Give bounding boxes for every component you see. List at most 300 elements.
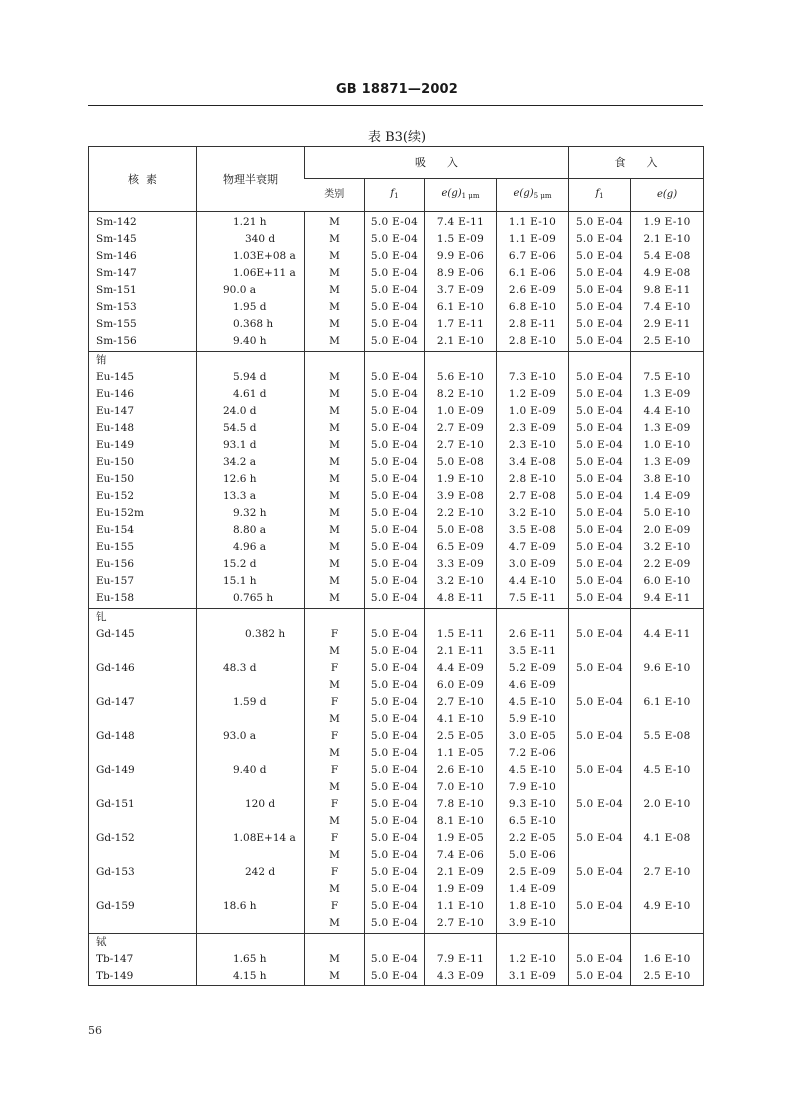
cell-f1-inhalation: 5.0 E-04 [365,299,425,316]
table-row [89,626,704,643]
cell-category: M [305,522,365,539]
cell-eg-1um: 4.3 E-09 [425,968,497,986]
table-caption: 表 B3(续) [367,130,427,145]
cell-eg-ingestion [631,643,704,660]
cell-eg-5um: 7.5 E-11 [497,590,569,609]
cell-nuclide [89,881,197,898]
cell-eg-ingestion: 7.4 E-10 [631,299,704,316]
cell-category: M [305,779,365,796]
cell-nuclide [89,643,197,660]
table-row [89,231,704,248]
cell-eg-5um: 1.4 E-09 [497,881,569,898]
cell-f1-inhalation: 5.0 E-04 [365,471,425,488]
cell-nuclide: Sm-151 [96,284,137,296]
cell-f1-inhalation: 5.0 E-04 [365,505,425,522]
cell-eg-ingestion: 9.4 E-11 [631,590,704,609]
table-row [89,779,704,796]
table-row [89,282,704,299]
cell-category: M [305,590,365,609]
cell-f1-ingestion: 5.0 E-04 [569,282,631,299]
cell-eg-ingestion: 6.1 E-10 [631,694,704,711]
table-row [89,505,704,522]
cell-category: M [305,711,365,728]
cell-nuclide: Tb-147 [96,953,134,965]
empty-cell [425,609,497,627]
cell-category: F [305,796,365,813]
col-header-eg-5um [497,179,569,212]
eg-subscript: 5 μm [533,192,552,200]
cell-eg-ingestion: 5.4 E-08 [631,248,704,265]
cell-half-life: 1.03E+08 a [197,248,305,265]
cell-f1-inhalation: 5.0 E-04 [365,864,425,881]
cell-eg-1um: 3.3 E-09 [425,556,497,573]
table-row [89,643,704,660]
cell-eg-5um: 5.2 E-09 [497,660,569,677]
cell-eg-ingestion [631,813,704,830]
cell-half-life: 0.382 h [197,626,305,643]
cell-f1-inhalation: 5.0 E-04 [365,779,425,796]
cell-eg-1um: 6.5 E-09 [425,539,497,556]
cell-eg-5um: 3.1 E-09 [497,968,569,986]
cell-f1-inhalation: 5.0 E-04 [365,968,425,986]
cell-f1-inhalation: 5.0 E-04 [365,694,425,711]
cell-eg-1um: 8.2 E-10 [425,386,497,403]
cell-eg-ingestion: 2.7 E-10 [631,864,704,881]
cell-nuclide [89,711,197,728]
empty-cell [305,934,365,952]
table-row [89,711,704,728]
cell-nuclide [89,779,197,796]
cell-f1-ingestion [569,677,631,694]
cell-eg-1um: 9.9 E-06 [425,248,497,265]
empty-cell [365,352,425,370]
document-header: GB 18871—2002 [335,82,459,97]
cell-eg-1um: 8.1 E-10 [425,813,497,830]
cell-eg-1um: 1.5 E-11 [425,626,497,643]
cell-half-life: 48.3 d [197,660,305,677]
cell-f1-inhalation: 5.0 E-04 [365,796,425,813]
header-row-1 [89,147,704,179]
cell-half-life: 9.40 h [197,333,305,352]
cell-f1-inhalation: 5.0 E-04 [365,316,425,333]
cell-eg-ingestion: 2.5 E-10 [631,968,704,986]
cell-eg-1um: 4.1 E-10 [425,711,497,728]
cell-nuclide: Gd-149 [96,764,135,776]
table-row [89,556,704,573]
empty-cell [197,934,305,952]
cell-f1-ingestion [569,813,631,830]
cell-f1-ingestion: 5.0 E-04 [569,968,631,986]
cell-f1-inhalation: 5.0 E-04 [365,762,425,779]
cell-half-life [197,847,305,864]
cell-nuclide: Gd-146 [96,662,135,674]
cell-nuclide [89,813,197,830]
empty-cell [631,609,704,627]
cell-half-life [197,711,305,728]
cell-f1-inhalation: 5.0 E-04 [365,590,425,609]
cell-eg-5um: 1.1 E-10 [497,212,569,232]
table-row [89,248,704,265]
cell-eg-5um: 3.4 E-08 [497,454,569,471]
cell-eg-1um: 1.1 E-10 [425,898,497,915]
cell-eg-1um: 3.7 E-09 [425,282,497,299]
cell-nuclide: Eu-152m [96,507,144,519]
cell-eg-ingestion [631,677,704,694]
cell-nuclide: Eu-148 [96,422,135,434]
cell-eg-1um: 2.1 E-11 [425,643,497,660]
cell-eg-ingestion: 3.8 E-10 [631,471,704,488]
cell-f1-ingestion: 5.0 E-04 [569,386,631,403]
cell-eg-5um: 3.2 E-10 [497,505,569,522]
cell-f1-inhalation: 5.0 E-04 [365,915,425,934]
empty-cell [497,352,569,370]
cell-eg-ingestion: 2.9 E-11 [631,316,704,333]
table-row [89,745,704,762]
cell-category: M [305,643,365,660]
cell-f1-ingestion: 5.0 E-04 [569,316,631,333]
cell-category: M [305,316,365,333]
cell-half-life: 242 d [197,864,305,881]
cell-eg-ingestion: 4.4 E-10 [631,403,704,420]
cell-category: F [305,762,365,779]
cell-nuclide: Eu-146 [96,388,135,400]
cell-half-life [197,915,305,934]
cell-category: M [305,333,365,352]
cell-half-life: 1.95 d [197,299,305,316]
cell-half-life: 5.94 d [197,369,305,386]
table-row [89,316,704,333]
cell-half-life: 15.2 d [197,556,305,573]
table-row [89,847,704,864]
cell-f1-ingestion: 5.0 E-04 [569,212,631,232]
cell-category: M [305,231,365,248]
cell-eg-ingestion: 1.3 E-09 [631,420,704,437]
cell-eg-5um: 1.2 E-10 [497,951,569,968]
cell-f1-ingestion: 5.0 E-04 [569,265,631,282]
cell-f1-ingestion: 5.0 E-04 [569,660,631,677]
cell-eg-ingestion: 2.5 E-10 [631,333,704,352]
table-row [89,694,704,711]
cell-half-life: 93.0 a [197,728,305,745]
cell-f1-inhalation: 5.0 E-04 [365,847,425,864]
cell-f1-ingestion: 5.0 E-04 [569,898,631,915]
cell-category: M [305,471,365,488]
cell-f1-inhalation: 5.0 E-04 [365,898,425,915]
cell-category: M [305,847,365,864]
cell-eg-ingestion [631,915,704,934]
cell-category: M [305,677,365,694]
cell-f1-ingestion: 5.0 E-04 [569,505,631,522]
cell-nuclide: Gd-153 [96,866,135,878]
cell-category: F [305,898,365,915]
cell-eg-5um: 3.9 E-10 [497,915,569,934]
table-row [89,898,704,915]
cell-eg-1um: 5.0 E-08 [425,454,497,471]
cell-eg-ingestion: 4.4 E-11 [631,626,704,643]
cell-f1-ingestion: 5.0 E-04 [569,590,631,609]
table-row [89,299,704,316]
cell-half-life: 54.5 d [197,420,305,437]
element-group-row [89,609,704,627]
cell-category: M [305,556,365,573]
cell-f1-inhalation: 5.0 E-04 [365,522,425,539]
cell-eg-1um: 5.6 E-10 [425,369,497,386]
cell-f1-inhalation: 5.0 E-04 [365,556,425,573]
cell-eg-ingestion [631,745,704,762]
col-header-ingestion: 食 入 [569,147,704,179]
cell-eg-ingestion [631,847,704,864]
cell-f1-ingestion: 5.0 E-04 [569,299,631,316]
cell-eg-5um: 7.3 E-10 [497,369,569,386]
cell-f1-inhalation: 5.0 E-04 [365,282,425,299]
cell-category: M [305,539,365,556]
cell-f1-inhalation: 5.0 E-04 [365,454,425,471]
cell-half-life: 4.96 a [197,539,305,556]
cell-f1-ingestion: 5.0 E-04 [569,864,631,881]
cell-f1-inhalation: 5.0 E-04 [365,386,425,403]
table-row [89,881,704,898]
cell-eg-5um: 1.1 E-09 [497,231,569,248]
cell-eg-1um: 2.7 E-10 [425,694,497,711]
cell-half-life: 1.59 d [197,694,305,711]
empty-cell [305,609,365,627]
cell-eg-ingestion: 1.0 E-10 [631,437,704,454]
cell-category: M [305,248,365,265]
cell-nuclide: Eu-147 [96,405,135,417]
cell-f1-ingestion: 5.0 E-04 [569,694,631,711]
cell-nuclide [89,677,197,694]
cell-f1-ingestion [569,711,631,728]
cell-category: F [305,694,365,711]
cell-eg-1um: 5.0 E-08 [425,522,497,539]
cell-eg-5um: 3.0 E-05 [497,728,569,745]
page-number: 56 [88,1024,102,1037]
cell-f1-ingestion: 5.0 E-04 [569,626,631,643]
cell-f1-ingestion: 5.0 E-04 [569,471,631,488]
cell-eg-5um: 1.0 E-09 [497,403,569,420]
empty-cell [365,609,425,627]
table-row [89,403,704,420]
f1-subscript: 1 [394,192,399,200]
cell-f1-inhalation: 5.0 E-04 [365,265,425,282]
cell-category: M [305,915,365,934]
cell-eg-5um: 2.5 E-09 [497,864,569,881]
cell-half-life: 1.65 h [197,951,305,968]
cell-nuclide [89,847,197,864]
cell-eg-1um: 2.6 E-10 [425,762,497,779]
cell-f1-ingestion: 5.0 E-04 [569,403,631,420]
cell-eg-1um: 2.7 E-10 [425,437,497,454]
cell-nuclide [89,915,197,934]
empty-cell [631,934,704,952]
cell-f1-inhalation: 5.0 E-04 [365,420,425,437]
cell-eg-5um: 2.3 E-09 [497,420,569,437]
cell-half-life: 90.0 a [197,282,305,299]
cell-category: M [305,299,365,316]
cell-eg-5um: 1.8 E-10 [497,898,569,915]
cell-category: M [305,951,365,968]
table-row [89,454,704,471]
cell-f1-inhalation: 5.0 E-04 [365,403,425,420]
cell-half-life: 4.61 d [197,386,305,403]
cell-eg-ingestion [631,779,704,796]
cell-eg-5um: 7.2 E-06 [497,745,569,762]
cell-half-life [197,779,305,796]
cell-f1-inhalation: 5.0 E-04 [365,212,425,232]
element-label: 钆 [89,609,197,627]
table-row [89,728,704,745]
cell-nuclide: Eu-150 [96,473,135,485]
cell-eg-1um: 2.7 E-10 [425,915,497,934]
cell-f1-inhalation: 5.0 E-04 [365,488,425,505]
cell-eg-5um: 4.5 E-10 [497,694,569,711]
cell-eg-ingestion: 4.1 E-08 [631,830,704,847]
cell-f1-ingestion: 5.0 E-04 [569,231,631,248]
empty-cell [425,934,497,952]
cell-category: F [305,864,365,881]
cell-half-life: 1.21 h [197,212,305,232]
cell-f1-ingestion: 5.0 E-04 [569,539,631,556]
cell-half-life: 0.765 h [197,590,305,609]
cell-eg-1um: 1.0 E-09 [425,403,497,420]
cell-eg-ingestion: 4.9 E-08 [631,265,704,282]
eg-symbol: e(g) [441,188,462,199]
cell-nuclide: Gd-147 [96,696,135,708]
cell-half-life: 15.1 h [197,573,305,590]
table-row [89,590,704,609]
table-row [89,796,704,813]
table-row [89,762,704,779]
cell-category: F [305,830,365,847]
cell-nuclide: Gd-152 [96,832,135,844]
cell-eg-1um: 7.4 E-11 [425,212,497,232]
cell-half-life: 24.0 d [197,403,305,420]
cell-category: M [305,437,365,454]
cell-eg-5um: 7.9 E-10 [497,779,569,796]
cell-f1-ingestion [569,847,631,864]
cell-nuclide: Sm-153 [96,301,137,313]
cell-f1-ingestion: 5.0 E-04 [569,420,631,437]
cell-nuclide: Sm-147 [96,267,137,279]
cell-f1-inhalation: 5.0 E-04 [365,711,425,728]
cell-f1-inhalation: 5.0 E-04 [365,745,425,762]
col-header-eg-ingestion [631,179,704,212]
cell-eg-ingestion [631,711,704,728]
cell-eg-1um: 1.7 E-11 [425,316,497,333]
cell-eg-1um: 1.9 E-10 [425,471,497,488]
cell-f1-ingestion [569,881,631,898]
cell-eg-5um: 1.2 E-09 [497,386,569,403]
element-group-row [89,934,704,952]
cell-f1-inhalation: 5.0 E-04 [365,333,425,352]
cell-f1-inhalation: 5.0 E-04 [365,830,425,847]
cell-nuclide [89,745,197,762]
cell-eg-1um: 3.2 E-10 [425,573,497,590]
cell-eg-5um: 4.5 E-10 [497,762,569,779]
cell-half-life: 120 d [197,796,305,813]
col-header-inhalation: 吸 入 [305,147,569,179]
col-header-f1-inhalation [365,179,425,212]
cell-eg-ingestion: 6.0 E-10 [631,573,704,590]
cell-f1-inhalation: 5.0 E-04 [365,728,425,745]
cell-eg-5um: 4.7 E-09 [497,539,569,556]
table-row [89,813,704,830]
col-header-f1-ingestion [569,179,631,212]
f1-symbol: f [390,188,395,199]
table-row [89,369,704,386]
cell-eg-ingestion [631,881,704,898]
cell-eg-ingestion: 9.6 E-10 [631,660,704,677]
cell-eg-1um: 1.5 E-09 [425,231,497,248]
cell-category: M [305,403,365,420]
table-row [89,212,704,232]
cell-eg-1um: 2.7 E-09 [425,420,497,437]
cell-eg-5um: 4.6 E-09 [497,677,569,694]
cell-eg-1um: 6.0 E-09 [425,677,497,694]
cell-category: M [305,369,365,386]
cell-f1-ingestion [569,745,631,762]
cell-eg-ingestion: 2.0 E-10 [631,796,704,813]
cell-f1-ingestion: 5.0 E-04 [569,830,631,847]
cell-category: M [305,745,365,762]
cell-f1-ingestion [569,779,631,796]
cell-half-life: 13.3 a [197,488,305,505]
cell-eg-5um: 9.3 E-10 [497,796,569,813]
cell-half-life [197,677,305,694]
cell-f1-ingestion [569,643,631,660]
cell-eg-ingestion: 3.2 E-10 [631,539,704,556]
table-row [89,333,704,352]
cell-f1-ingestion: 5.0 E-04 [569,488,631,505]
cell-f1-inhalation: 5.0 E-04 [365,573,425,590]
table-row [89,677,704,694]
cell-eg-5um: 6.7 E-06 [497,248,569,265]
cell-f1-ingestion: 5.0 E-04 [569,728,631,745]
f1-subscript: 1 [599,192,604,200]
cell-eg-1um: 7.9 E-11 [425,951,497,968]
empty-cell [197,609,305,627]
cell-eg-ingestion: 2.2 E-09 [631,556,704,573]
cell-half-life: 12.6 h [197,471,305,488]
cell-eg-5um: 2.8 E-10 [497,471,569,488]
table-row [89,386,704,403]
cell-eg-1um: 7.8 E-10 [425,796,497,813]
dose-coefficient-table [88,146,704,986]
cell-eg-1um: 2.5 E-05 [425,728,497,745]
empty-cell [305,352,365,370]
cell-nuclide: Sm-156 [96,335,137,347]
cell-f1-ingestion: 5.0 E-04 [569,333,631,352]
empty-cell [497,609,569,627]
table-row [89,660,704,677]
cell-eg-1um: 1.1 E-05 [425,745,497,762]
cell-f1-inhalation: 5.0 E-04 [365,660,425,677]
table-row [89,420,704,437]
cell-eg-1um: 4.4 E-09 [425,660,497,677]
cell-eg-5um: 2.6 E-09 [497,282,569,299]
cell-nuclide: Eu-152 [96,490,135,502]
cell-f1-inhalation: 5.0 E-04 [365,951,425,968]
empty-cell [425,352,497,370]
cell-half-life: 9.40 d [197,762,305,779]
cell-half-life: 93.1 d [197,437,305,454]
table-row [89,830,704,847]
cell-f1-ingestion: 5.0 E-04 [569,573,631,590]
cell-eg-1um: 8.9 E-06 [425,265,497,282]
cell-eg-5um: 3.0 E-09 [497,556,569,573]
table-row [89,915,704,934]
col-header-eg-1um [425,179,497,212]
